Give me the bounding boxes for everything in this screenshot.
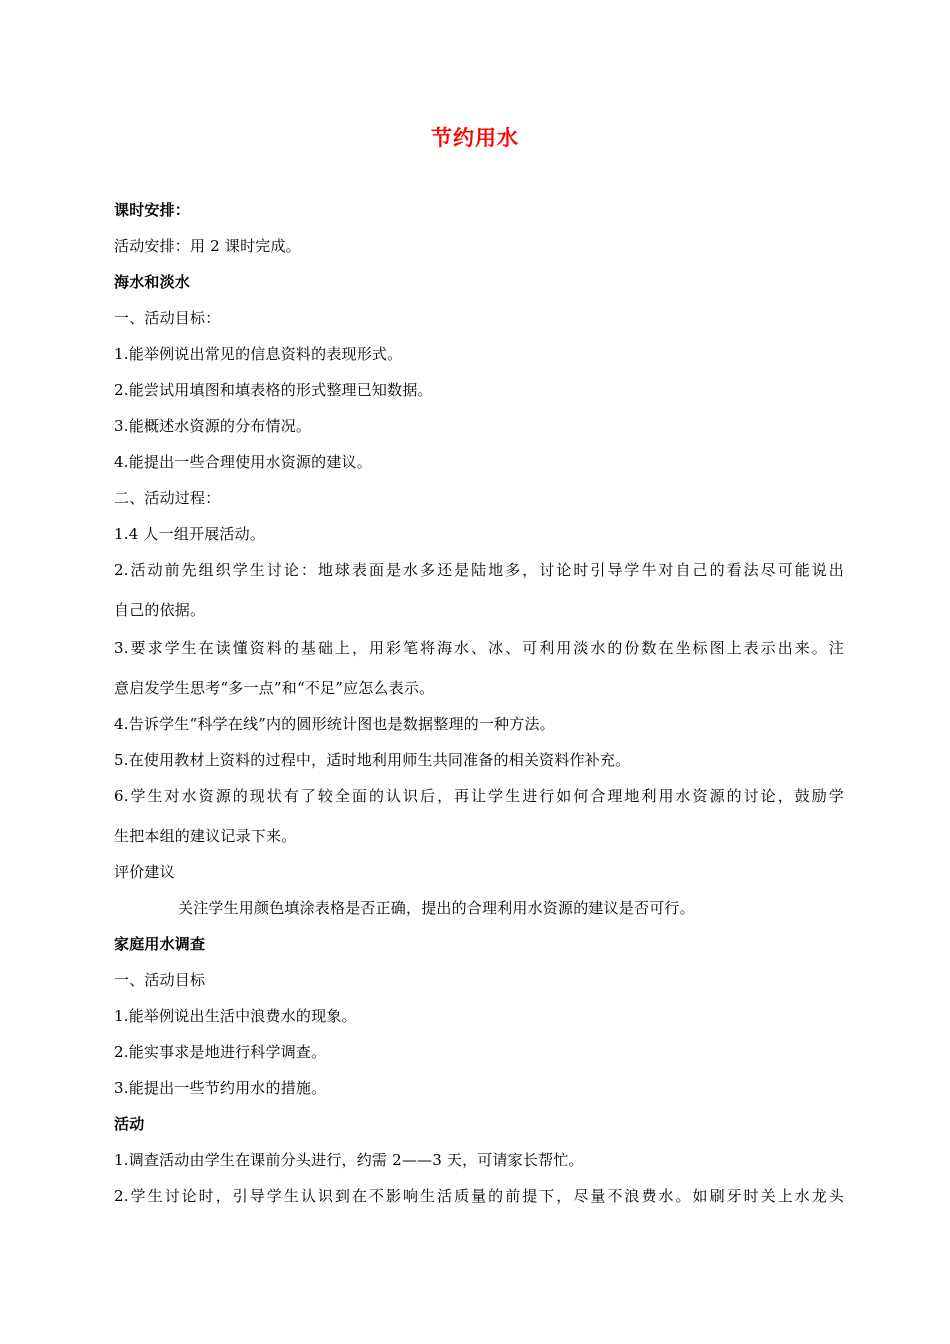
paragraph-line: 5.在使用教材上资料的过程中，适时地利用师生共同准备的相关资料作补充。	[114, 751, 631, 769]
section-heading-seawater: 海水和淡水	[114, 273, 191, 291]
paragraph-line: 2.能实事求是地进行科学调查。	[114, 1043, 327, 1061]
paragraph-line: 一、活动目标	[114, 971, 206, 989]
paragraph-line: 2.学生讨论时，引导学生认识到在不影响生活质量的前提下，尽量不浪费水。如刷牙时关上水龙头	[114, 1187, 844, 1205]
section-heading-household: 家庭用水调查	[114, 935, 206, 953]
paragraph-line: 活动安排：用 2 课时完成。	[114, 237, 301, 255]
paragraph-line: 1.4 人一组开展活动。	[114, 525, 266, 543]
paragraph-line: 二、活动过程：	[114, 489, 221, 507]
paragraph-line: 意启发学生思考“多一点”和“不足”应怎么表示。	[114, 679, 435, 697]
paragraph-line: 一、活动目标：	[114, 309, 221, 327]
section-heading-schedule: 课时安排：	[114, 201, 191, 219]
paragraph-line: 6.学生对水资源的现状有了较全面的认识后，再让学生进行如何合理地利用水资源的讨论，鼓励学	[114, 787, 844, 805]
paragraph-line: 3.要求学生在读懂资料的基础上，用彩笔将海水、冰、可利用淡水的份数在坐标图上表示出来。注	[114, 639, 844, 657]
evaluation-heading: 评价建议	[114, 863, 175, 881]
paragraph-line: 1.能举例说出生活中浪费水的现象。	[114, 1007, 357, 1025]
paragraph-line: 3.能提出一些节约用水的措施。	[114, 1079, 327, 1097]
paragraph-line: 生把本组的建议记录下来。	[114, 827, 297, 845]
paragraph-line: 2.能尝试用填图和填表格的形式整理已知数据。	[114, 381, 433, 399]
paragraph-line: 1.调查活动由学生在课前分头进行，约需 2——3 天，可请家长帮忙。	[114, 1151, 584, 1169]
paragraph-line: 2.活动前先组织学生讨论：地球表面是水多还是陆地多，讨论时引导学牛对自己的看法尽可能说出	[114, 561, 844, 579]
paragraph-line: 3.能概述水资源的分布情况。	[114, 417, 312, 435]
paragraph-line: 4.告诉学生“科学在线”内的圆形统计图也是数据整理的一种方法。	[114, 715, 555, 733]
section-heading-activity: 活动	[114, 1115, 145, 1133]
paragraph-line: 关注学生用颜色填涂表格是否正确，提出的合理利用水资源的建议是否可行。	[178, 899, 695, 917]
paragraph-line: 1.能举例说出常见的信息资料的表现形式。	[114, 345, 403, 363]
paragraph-line: 4.能提出一些合理使用水资源的建议。	[114, 453, 372, 471]
paragraph-line: 自己的依据。	[114, 601, 206, 619]
document-title: 节约用水	[431, 126, 519, 150]
